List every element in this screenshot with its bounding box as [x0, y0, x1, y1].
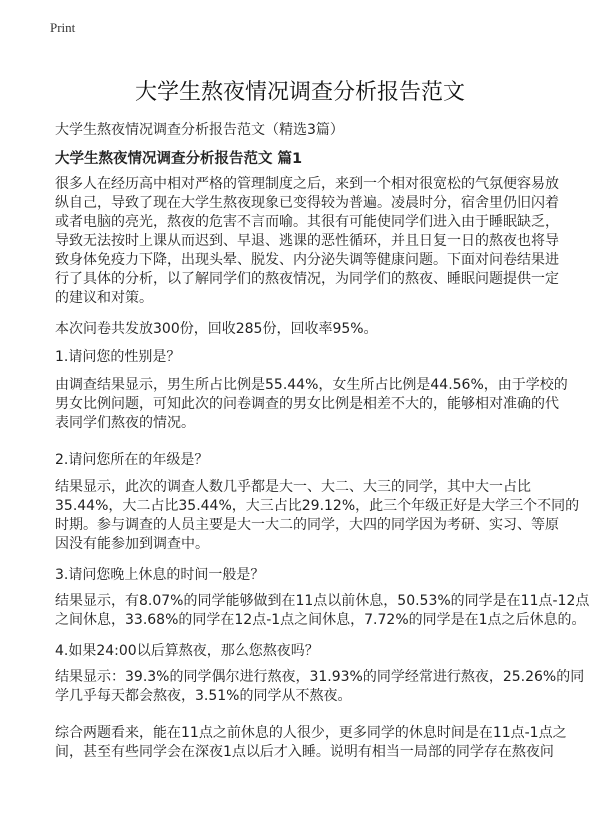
text-line: 的建议和对策。 — [55, 290, 153, 306]
answer-2 — [55, 478, 579, 554]
text-line: 男女比例问题，可知此次的问卷调查的男女比例是相差不大的，能够相对准确的代 — [55, 396, 559, 412]
section-heading: 大学生熬夜情况调查分析报告范文 篇1 — [55, 151, 303, 167]
text-line: 间，甚至有些同学会在深夜1点以后才入睡。说明有相当一局部的同学存在熬夜问 — [55, 744, 554, 760]
text-line: 致身体免疫力下降，出现头晕、脱发、内分泌失调等健康问题。下面对问卷结果进 — [55, 252, 559, 268]
text-line: 结果显示，此次的调查人数几乎都是大一、大二、大三的同学，其中大一占比 — [55, 479, 531, 495]
page-title: 大学生熬夜情况调查分析报告范文 — [134, 80, 465, 105]
question-2: 2.请问您所在的年级是？ — [55, 452, 209, 468]
text-line: 或者电脑的亮光，熬夜的危害不言而喻。其很有可能使同学们进入由于睡眠缺乏， — [55, 214, 559, 230]
text-line: 时期。参与调查的人员主要是大一大二的同学，大四的同学因为考研、实习、等原 — [55, 517, 559, 533]
question-4: 4.如果24:00以后算熬夜，那么您熬夜吗？ — [55, 643, 319, 659]
answer-1 — [55, 376, 568, 433]
text-line: 导致无法按时上课从而迟到、早退、逃课的恶性循环，并且日复一日的熬夜也将导 — [55, 233, 559, 249]
subtitle: 大学生熬夜情况调查分析报告范文（精选3篇） — [55, 122, 344, 138]
answer-4 — [55, 668, 584, 706]
text-line: 因没有能参加到调查中。 — [55, 536, 209, 552]
question-3: 3.请问您晚上休息的时间一般是？ — [55, 567, 265, 583]
text-line: 纵自己，导致了现在大学生熬夜现象已变得较为普遍。凌晨时分，宿舍里仍旧闪着 — [55, 195, 559, 211]
text-line: 之间休息，33.68%的同学在12点-1点之间休息，7.72%的同学是在1点之后休息的。 — [55, 612, 586, 628]
answer-3 — [55, 592, 589, 630]
intro-paragraph — [55, 175, 559, 308]
text-line: 结果显示：39.3%的同学偶尔进行熬夜，31.93%的同学经常进行熬夜，25.26%的同 — [55, 669, 585, 685]
text-line: 表同学们熬夜的情况。 — [55, 415, 195, 431]
survey-stats — [55, 320, 378, 339]
text-line: 结果显示，有8.07%的同学能够做到在11点以前休息，50.53%的同学是在11点-12点 — [55, 593, 590, 609]
text-line: 综合两题看来，能在11点之前休息的人很少，更多同学的休息时间是在11点-1点之 — [55, 725, 567, 741]
text-line: 本次问卷共发放300份，回收285份，回收率95%。 — [55, 321, 378, 337]
print-link[interactable]: Print — [50, 20, 76, 35]
text-line: 行了具体的分析，以了解同学们的熬夜情况，为同学们的熬夜、睡眠问题提供一定 — [55, 271, 559, 287]
question-1: 1.请问您的性别是？ — [55, 349, 181, 365]
summary-paragraph — [55, 724, 567, 762]
text-line: 35.44%，大二占比35.44%，大三占比29.12%，此三个年级正好是大学三个不同的 — [55, 498, 580, 514]
text-line: 很多人在经历高中相对严格的管理制度之后，来到一个相对很宽松的气氛便容易放 — [55, 176, 559, 192]
text-line: 学几乎每天都会熬夜，3.51%的同学从不熬夜。 — [55, 688, 352, 704]
text-line: 由调查结果显示，男生所占比例是55.44%，女生所占比例是44.56%，由于学校的 — [55, 377, 568, 393]
